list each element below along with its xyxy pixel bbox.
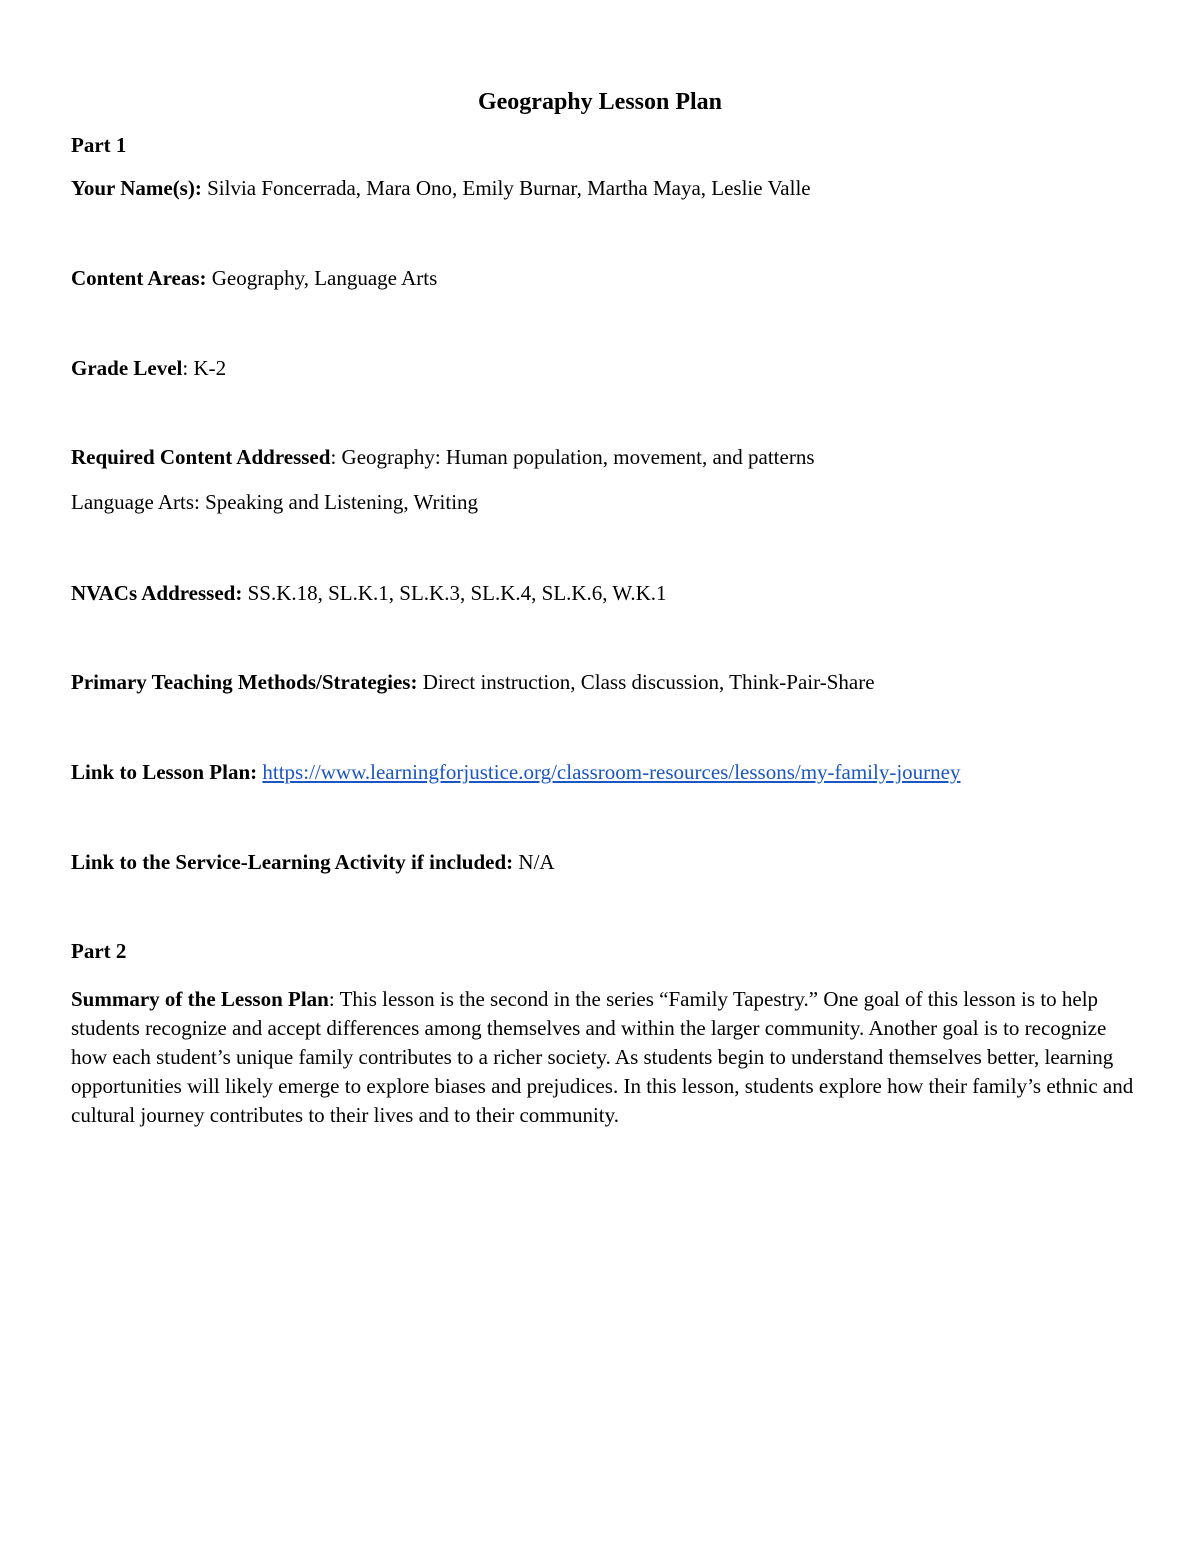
required-content-label: Required Content Addressed <box>71 445 331 469</box>
lesson-link-label: Link to Lesson Plan: <box>71 760 258 784</box>
methods-label: Primary Teaching Methods/Strategies: <box>71 670 418 694</box>
names-label: Your Name(s): <box>71 176 202 200</box>
summary-text: : This lesson is the second in the series “Family Tapestry.” One goal of this lesson is to help students recognize and accept differences among themselves and within the larger community. Another goal is to recognize how each student’s unique family contributes to a richer society. As students begin to understand themselves better, learning opportunities will likely emerge to explore biases and prejudices. In this lesson, students explore how their family’s ethnic and cultural journey contributes to their lives and to their community. <box>71 987 1134 1127</box>
names-row <box>71 175 811 201</box>
summary-label: Summary of the Lesson Plan <box>71 987 329 1011</box>
names-value: Silvia Foncerrada, Mara Ono, Emily Burnar, Martha Maya, Leslie Valle <box>201 176 811 200</box>
grade-level-label: Grade Level <box>71 356 183 380</box>
summary-paragraph <box>71 985 1136 1130</box>
required-content-value: : Geography: Human population, movement, and patterns <box>330 445 815 469</box>
grade-level-value: : K-2 <box>182 356 227 380</box>
nvacs-row <box>71 580 667 606</box>
nvacs-label: NVACs Addressed: <box>71 581 243 605</box>
required-content-line2: Language Arts: Speaking and Listening, Writing <box>71 490 479 514</box>
lesson-plan-link[interactable]: https://www.learningforjustice.org/classroom-resources/lessons/my-family-journey <box>262 760 961 784</box>
grade-level-row <box>71 355 226 381</box>
document-title: Geography Lesson Plan <box>477 89 723 115</box>
service-learning-value: N/A <box>513 850 555 874</box>
methods-row <box>71 669 875 695</box>
part1-heading: Part 1 <box>71 133 127 157</box>
methods-value: Direct instruction, Class discussion, Think-Pair-Share <box>417 670 875 694</box>
lesson-link-row <box>71 759 961 785</box>
content-areas-value: Geography, Language Arts <box>206 266 438 290</box>
part2-heading: Part 2 <box>71 939 127 963</box>
required-content-row <box>71 444 815 470</box>
content-areas-label: Content Areas: <box>71 266 207 290</box>
service-learning-label: Link to the Service-Learning Activity if included: <box>71 850 514 874</box>
service-learning-row <box>71 849 555 875</box>
content-areas-row <box>71 265 437 291</box>
nvacs-value: SS.K.18, SL.K.1, SL.K.3, SL.K.4, SL.K.6, W.K.1 <box>242 581 667 605</box>
